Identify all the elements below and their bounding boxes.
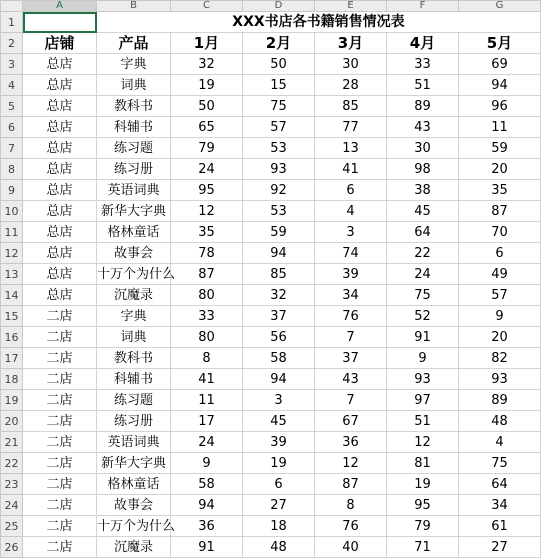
data-cell[interactable]: 93: [387, 369, 459, 390]
data-cell[interactable]: 78: [171, 243, 243, 264]
data-cell[interactable]: 56: [243, 327, 315, 348]
data-cell[interactable]: 3: [315, 222, 387, 243]
data-cell[interactable]: 51: [387, 411, 459, 432]
header-cell[interactable]: 2月: [243, 33, 315, 54]
table-row: [1, 222, 541, 243]
data-cell[interactable]: 教科书: [97, 348, 171, 369]
column-header-a[interactable]: A: [23, 1, 97, 12]
table-row: [1, 243, 541, 264]
table-row: [1, 180, 541, 201]
data-cell[interactable]: 52: [387, 306, 459, 327]
data-cell[interactable]: 70: [459, 222, 541, 243]
row-header-7[interactable]: 7: [1, 138, 23, 159]
data-cell[interactable]: 故事会: [97, 243, 171, 264]
row-header-10[interactable]: 10: [1, 201, 23, 222]
data-cell[interactable]: 35: [171, 222, 243, 243]
data-cell[interactable]: 34: [459, 495, 541, 516]
data-cell[interactable]: 总店: [23, 138, 97, 159]
data-cell[interactable]: 字典: [97, 306, 171, 327]
data-cell[interactable]: 35: [459, 180, 541, 201]
data-cell[interactable]: 53: [243, 201, 315, 222]
data-cell[interactable]: 11: [171, 390, 243, 411]
data-cell[interactable]: 81: [387, 453, 459, 474]
header-cell[interactable]: 产品: [97, 33, 171, 54]
header-cell[interactable]: 5月: [459, 33, 541, 54]
data-cell[interactable]: 17: [171, 411, 243, 432]
column-header-row: [1, 1, 541, 12]
data-cell[interactable]: 练习题: [97, 138, 171, 159]
data-cell[interactable]: 沉魔录: [97, 537, 171, 558]
table-row: [1, 348, 541, 369]
data-cell[interactable]: 30: [387, 138, 459, 159]
data-cell[interactable]: 7: [315, 390, 387, 411]
header-row: [1, 33, 541, 54]
data-cell[interactable]: 79: [387, 516, 459, 537]
data-cell[interactable]: 74: [315, 243, 387, 264]
table-row: [1, 54, 541, 75]
data-cell[interactable]: 40: [315, 537, 387, 558]
data-cell[interactable]: 94: [243, 369, 315, 390]
row-header-13[interactable]: 13: [1, 264, 23, 285]
row-header-11[interactable]: 11: [1, 222, 23, 243]
data-cell[interactable]: 33: [387, 54, 459, 75]
data-cell[interactable]: 格林童话: [97, 474, 171, 495]
data-cell[interactable]: 41: [171, 369, 243, 390]
data-cell[interactable]: 50: [243, 54, 315, 75]
table-row: [1, 264, 541, 285]
column-header-g[interactable]: G: [459, 1, 541, 12]
data-cell[interactable]: 92: [243, 180, 315, 201]
column-header-c[interactable]: C: [171, 1, 243, 12]
data-cell[interactable]: 94: [243, 243, 315, 264]
data-cell[interactable]: 50: [171, 96, 243, 117]
select-all-corner[interactable]: [1, 1, 23, 12]
sheet-title[interactable]: XXX书店各书籍销售情况表: [97, 12, 541, 33]
data-cell[interactable]: 二店: [23, 516, 97, 537]
row-header-24[interactable]: 24: [1, 495, 23, 516]
data-cell[interactable]: 19: [243, 453, 315, 474]
data-cell[interactable]: 75: [243, 96, 315, 117]
data-cell[interactable]: 15: [243, 75, 315, 96]
data-cell[interactable]: 12: [315, 453, 387, 474]
data-cell[interactable]: 34: [315, 285, 387, 306]
data-cell[interactable]: 39: [243, 432, 315, 453]
data-cell[interactable]: 二店: [23, 474, 97, 495]
data-cell[interactable]: 37: [315, 348, 387, 369]
data-cell[interactable]: 87: [315, 474, 387, 495]
data-cell[interactable]: 二店: [23, 537, 97, 558]
data-cell[interactable]: 9: [387, 348, 459, 369]
data-cell[interactable]: 9: [459, 306, 541, 327]
data-cell[interactable]: 词典: [97, 327, 171, 348]
data-cell[interactable]: 二店: [23, 495, 97, 516]
data-cell[interactable]: 87: [459, 201, 541, 222]
data-cell[interactable]: 64: [459, 474, 541, 495]
data-cell[interactable]: 93: [459, 369, 541, 390]
data-cell[interactable]: 格林童话: [97, 222, 171, 243]
data-cell[interactable]: 科辅书: [97, 369, 171, 390]
table-row: [1, 327, 541, 348]
data-cell[interactable]: 51: [387, 75, 459, 96]
data-cell[interactable]: 97: [387, 390, 459, 411]
data-cell[interactable]: 总店: [23, 201, 97, 222]
data-cell[interactable]: 练习册: [97, 159, 171, 180]
data-cell[interactable]: 96: [459, 96, 541, 117]
row-header-9[interactable]: 9: [1, 180, 23, 201]
data-cell[interactable]: 75: [387, 285, 459, 306]
data-cell[interactable]: 英语词典: [97, 180, 171, 201]
row-header-6[interactable]: 6: [1, 117, 23, 138]
data-cell[interactable]: 95: [387, 495, 459, 516]
header-cell[interactable]: 3月: [315, 33, 387, 54]
data-cell[interactable]: 98: [387, 159, 459, 180]
data-cell[interactable]: 18: [243, 516, 315, 537]
table-row: [1, 306, 541, 327]
row-header-23[interactable]: 23: [1, 474, 23, 495]
table-row: [1, 411, 541, 432]
data-cell[interactable]: 89: [459, 390, 541, 411]
data-cell[interactable]: 93: [243, 159, 315, 180]
data-cell[interactable]: 36: [171, 516, 243, 537]
data-cell[interactable]: 新华大字典: [97, 453, 171, 474]
row-header-17[interactable]: 17: [1, 348, 23, 369]
data-cell[interactable]: 总店: [23, 96, 97, 117]
data-cell[interactable]: 二店: [23, 411, 97, 432]
data-cell[interactable]: 41: [315, 159, 387, 180]
data-cell[interactable]: 49: [459, 264, 541, 285]
data-cell[interactable]: 8: [171, 348, 243, 369]
data-cell[interactable]: 80: [171, 327, 243, 348]
data-cell[interactable]: 76: [315, 306, 387, 327]
data-cell[interactable]: 总店: [23, 285, 97, 306]
data-cell[interactable]: 十万个为什么: [97, 516, 171, 537]
data-cell[interactable]: 57: [243, 117, 315, 138]
row-header-3[interactable]: 3: [1, 54, 23, 75]
data-cell[interactable]: 65: [171, 117, 243, 138]
data-cell[interactable]: 71: [387, 537, 459, 558]
table-row: [1, 75, 541, 96]
table-row: [1, 390, 541, 411]
data-cell[interactable]: 77: [315, 117, 387, 138]
data-cell[interactable]: 67: [315, 411, 387, 432]
row-header-14[interactable]: 14: [1, 285, 23, 306]
data-cell[interactable]: 64: [387, 222, 459, 243]
data-cell[interactable]: 二店: [23, 453, 97, 474]
data-cell[interactable]: 27: [459, 537, 541, 558]
table-row: [1, 516, 541, 537]
data-cell[interactable]: 45: [387, 201, 459, 222]
header-cell[interactable]: 1月: [171, 33, 243, 54]
data-cell[interactable]: 95: [171, 180, 243, 201]
row-header-1[interactable]: 1: [1, 12, 23, 33]
data-cell[interactable]: 总店: [23, 159, 97, 180]
row-header-19[interactable]: 19: [1, 390, 23, 411]
data-cell[interactable]: 19: [171, 75, 243, 96]
data-cell[interactable]: 39: [315, 264, 387, 285]
data-cell[interactable]: 总店: [23, 264, 97, 285]
data-cell[interactable]: 75: [459, 453, 541, 474]
data-cell[interactable]: 87: [171, 264, 243, 285]
data-cell[interactable]: 57: [459, 285, 541, 306]
data-cell[interactable]: 82: [459, 348, 541, 369]
row-header-16[interactable]: 16: [1, 327, 23, 348]
data-cell[interactable]: 总店: [23, 180, 97, 201]
row-header-8[interactable]: 8: [1, 159, 23, 180]
data-cell[interactable]: 总店: [23, 75, 97, 96]
data-cell[interactable]: 32: [243, 285, 315, 306]
data-cell[interactable]: 28: [315, 75, 387, 96]
data-cell[interactable]: 6: [243, 474, 315, 495]
data-cell[interactable]: 58: [171, 474, 243, 495]
data-cell[interactable]: 91: [171, 537, 243, 558]
row-header-5[interactable]: 5: [1, 96, 23, 117]
data-cell[interactable]: 十万个为什么: [97, 264, 171, 285]
row-header-21[interactable]: 21: [1, 432, 23, 453]
row-header-4[interactable]: 4: [1, 75, 23, 96]
data-cell[interactable]: 94: [171, 495, 243, 516]
row-header-22[interactable]: 22: [1, 453, 23, 474]
row-header-25[interactable]: 25: [1, 516, 23, 537]
data-cell[interactable]: 二店: [23, 432, 97, 453]
data-cell[interactable]: 59: [459, 138, 541, 159]
data-cell[interactable]: 58: [243, 348, 315, 369]
data-cell[interactable]: 12: [171, 201, 243, 222]
data-cell[interactable]: 新华大字典: [97, 201, 171, 222]
row-header-12[interactable]: 12: [1, 243, 23, 264]
cell-a1[interactable]: [23, 12, 97, 33]
table-row: [1, 369, 541, 390]
data-cell[interactable]: 33: [171, 306, 243, 327]
data-cell[interactable]: 36: [315, 432, 387, 453]
data-cell[interactable]: 9: [171, 453, 243, 474]
row-header-18[interactable]: 18: [1, 369, 23, 390]
data-cell[interactable]: 二店: [23, 348, 97, 369]
row-header-2[interactable]: 2: [1, 33, 23, 54]
table-row: [1, 495, 541, 516]
data-cell[interactable]: 总店: [23, 243, 97, 264]
data-cell[interactable]: 20: [459, 159, 541, 180]
data-cell[interactable]: 69: [459, 54, 541, 75]
table-row: [1, 432, 541, 453]
data-cell[interactable]: 13: [315, 138, 387, 159]
data-cell[interactable]: 科辅书: [97, 117, 171, 138]
data-cell[interactable]: 76: [315, 516, 387, 537]
data-cell[interactable]: 24: [171, 432, 243, 453]
data-cell[interactable]: 89: [387, 96, 459, 117]
table-row: [1, 537, 541, 558]
row-header-15[interactable]: 15: [1, 306, 23, 327]
header-cell[interactable]: 4月: [387, 33, 459, 54]
data-cell[interactable]: 80: [171, 285, 243, 306]
data-cell[interactable]: 3: [243, 390, 315, 411]
table-row: [1, 159, 541, 180]
data-cell[interactable]: 48: [243, 537, 315, 558]
data-cell[interactable]: 91: [387, 327, 459, 348]
data-cell[interactable]: 练习题: [97, 390, 171, 411]
data-cell[interactable]: 27: [243, 495, 315, 516]
table-row: [1, 285, 541, 306]
data-cell[interactable]: 79: [171, 138, 243, 159]
data-cell[interactable]: 二店: [23, 390, 97, 411]
data-cell[interactable]: 43: [315, 369, 387, 390]
data-cell[interactable]: 沉魔录: [97, 285, 171, 306]
data-cell[interactable]: 教科书: [97, 96, 171, 117]
column-header-b[interactable]: B: [97, 1, 171, 12]
data-cell[interactable]: 24: [171, 159, 243, 180]
data-cell[interactable]: 85: [243, 264, 315, 285]
data-cell[interactable]: 二店: [23, 306, 97, 327]
data-cell[interactable]: 二店: [23, 327, 97, 348]
data-cell[interactable]: 总店: [23, 54, 97, 75]
data-cell[interactable]: 二店: [23, 369, 97, 390]
data-cell[interactable]: 4: [459, 432, 541, 453]
data-cell[interactable]: 练习册: [97, 411, 171, 432]
data-cell[interactable]: 英语词典: [97, 432, 171, 453]
column-header-f[interactable]: F: [387, 1, 459, 12]
column-header-e[interactable]: E: [315, 1, 387, 12]
title-row: [1, 12, 541, 33]
data-cell[interactable]: 32: [171, 54, 243, 75]
data-cell[interactable]: 7: [315, 327, 387, 348]
table-row: [1, 453, 541, 474]
data-cell[interactable]: 61: [459, 516, 541, 537]
data-cell[interactable]: 43: [387, 117, 459, 138]
data-cell[interactable]: 19: [387, 474, 459, 495]
data-cell[interactable]: 38: [387, 180, 459, 201]
data-cell[interactable]: 故事会: [97, 495, 171, 516]
data-cell[interactable]: 22: [387, 243, 459, 264]
table-row: [1, 138, 541, 159]
data-cell[interactable]: 6: [459, 243, 541, 264]
data-cell[interactable]: 48: [459, 411, 541, 432]
row-header-26[interactable]: 26: [1, 537, 23, 558]
data-cell[interactable]: 59: [243, 222, 315, 243]
data-cell[interactable]: 20: [459, 327, 541, 348]
data-cell[interactable]: 6: [315, 180, 387, 201]
data-cell[interactable]: 94: [459, 75, 541, 96]
data-cell[interactable]: 53: [243, 138, 315, 159]
table-row: [1, 474, 541, 495]
data-cell[interactable]: 24: [387, 264, 459, 285]
data-cell[interactable]: 8: [315, 495, 387, 516]
data-cell[interactable]: 总店: [23, 222, 97, 243]
row-header-20[interactable]: 20: [1, 411, 23, 432]
data-cell[interactable]: 11: [459, 117, 541, 138]
data-cell[interactable]: 45: [243, 411, 315, 432]
data-cell[interactable]: 30: [315, 54, 387, 75]
table-row: [1, 201, 541, 222]
table-row: [1, 96, 541, 117]
column-header-d[interactable]: D: [243, 1, 315, 12]
data-cell[interactable]: 85: [315, 96, 387, 117]
data-cell[interactable]: 12: [387, 432, 459, 453]
table-row: [1, 117, 541, 138]
header-cell[interactable]: 店铺: [23, 33, 97, 54]
data-cell[interactable]: 总店: [23, 117, 97, 138]
data-cell[interactable]: 4: [315, 201, 387, 222]
data-cell[interactable]: 37: [243, 306, 315, 327]
data-cell[interactable]: 字典: [97, 54, 171, 75]
data-cell[interactable]: 词典: [97, 75, 171, 96]
